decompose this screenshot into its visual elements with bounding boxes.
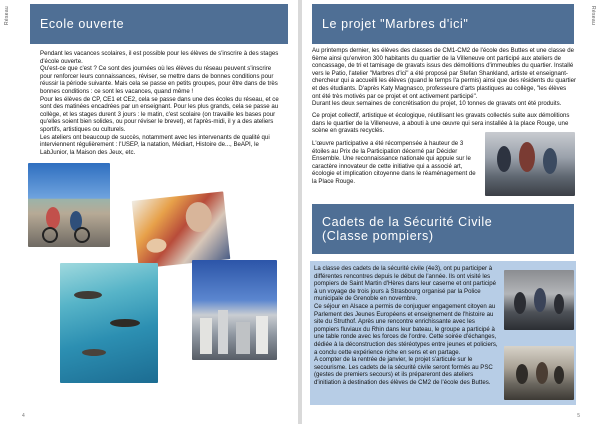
paragraph: A compter de la rentrée de janvier, le projet s'articule sur le secourisme. Les cadets de la sécurité civile seront formés au PSC (gestes de premiers secours) et ils prépareront des ateliers d'initiation à destination des élèves de CM2 de l'école des Buttes. (314, 356, 493, 386)
paragraph: Qu'est-ce que c'est ? Ce sont des journées où les élèves du réseau peuvent s'inscrire pour renforcer leurs connaissances, réviser, se mettre dans de bonnes conditions pour réussir la période suivante. Mais cela se passe en petits groupes, pour être dans de très bonnes conditions : ce sont les vacances, quand même ! (40, 65, 278, 95)
photo-art-workshop (132, 191, 231, 268)
right-page (302, 0, 600, 424)
paragraph: L'œuvre participative a été récompensée à hauteur de 3 étoiles au Prix de la Participation décerné par Décider Ensemble. Une reconnaissance nationale qui appuie sur le caractère innovateur de cette initiative qui a associé art, écologie et implication citoyenne dans le réaménagement de la Place Rouge. (312, 140, 476, 185)
banner-title: Le projet "Marbres d'ici" (322, 17, 469, 31)
paragraph: Ce projet collectif, artistique et écologique, réutilisant les gravats collectés suite aux démolitions dans le quartier de la Villeneuve, a abouti à une œuvre qui sera installée à la place Rouge, une scène en gravats recyclés. (312, 112, 570, 135)
page-number: 5 (577, 413, 580, 419)
paragraph: Pendant les vacances scolaires, il est possible pour les élèves de s'inscrire à des stages d'école ouverte. (40, 50, 279, 65)
banner-title-line2: (Classe pompiers) (322, 229, 434, 243)
page-number: 4 (22, 413, 25, 419)
article-marbres-intro (312, 47, 576, 108)
photo-swimming-pool (60, 263, 158, 383)
left-page (0, 0, 298, 424)
side-section-label: Réseau (590, 6, 596, 26)
photo-city-view (192, 260, 277, 360)
paragraph: Au printemps dernier, les élèves des classes de CM1-CM2 de l'école des Buttes et une classe de 6ème ainsi qu'environ 300 habitants du quartier de la Villeneuve ont participé aux ateliers de concassage, de tri et tamisage de gravats issus des démolitions d'immeubles du quartier. Installé vers le Patio, l'atelier "Marbres d'ici" a été proposé par Stefan Shankland, artiste et enseignant-chercheur qui a accueilli les élèves (quand le temps l'a permis) ainsi que des résidents du quartier et des étudiants. D'après Katy Magnasco, professeure d'arts plastiques au collège, "les élèves ont été très motivés par ce projet et ont activement participé". (312, 47, 577, 100)
paragraph: Durant les deux semaines de concrétisation du projet, 10 tonnes de gravats ont été produits. (312, 100, 562, 108)
section-banner-cadets (312, 204, 574, 254)
article-cadets (314, 265, 500, 387)
paragraph: Les ateliers ont beaucoup de succès, notamment avec les intervenants de qualité qui interviennent régulièrement : l'USEP, la natation, Médiart, Histoire de..., BeAPI, le LabJunior, la Maison des Jeux, etc. (40, 133, 270, 156)
side-section-label: Réseau (4, 6, 10, 26)
photo-cadets-visit (504, 346, 574, 400)
article-ecole-ouverte (40, 50, 280, 156)
photo-marble-workshop (485, 132, 575, 196)
photo-children-cycling (28, 163, 110, 247)
paragraph: Ce séjour en Alsace a permis de conjuguer engagement citoyen au Parlement des Jeunes Européens et enseignement de l'histoire au site du Struthof. Après une rencontre enrichissante avec les pompiers fluviaux du Rhin dans leur bateau, le groupe a participé à une table ronde avec les forces de l'ordre. Cette soirée d'échanges, dédiée à la déconstruction des stéréotypes entre jeunes et policiers, a conclu cette expérience riche en sens et en partage. (314, 302, 498, 356)
paragraph: Pour les élèves de CP, CE1 et CE2, cela se passe dans une des écoles du réseau, et ce sont des matinées encadrées par un enseignant. Pour les plus grands, cela se passe au collège, et les stages durent 3 jours : le matin, c'est scolaire (on travaille les bases pour qu'elles soient bien solides, ou pour réviser le brevet), et l'après-midi, il y a des ateliers sportifs, artistiques ou culturels. (40, 95, 279, 133)
banner-title-line1: Cadets de la Sécurité Civile (322, 215, 493, 229)
section-banner-ecole-ouverte (30, 4, 288, 44)
banner-title: Ecole ouverte (40, 17, 125, 31)
photo-cadets-transport (504, 270, 574, 330)
section-banner-marbres (312, 4, 574, 44)
paragraph: La classe des cadets de la sécurité civile (4e3), ont pu participer à différentes rencontres depuis le début de l'année. Ils ont visité les pompiers de Saint Martin d'Hères dans leur caserne et ont participé à un voyage de trois jours à Strasbourg organisé par la Police municipale de Grenoble en novembre. (314, 265, 497, 303)
article-marbres-prix (312, 140, 482, 186)
